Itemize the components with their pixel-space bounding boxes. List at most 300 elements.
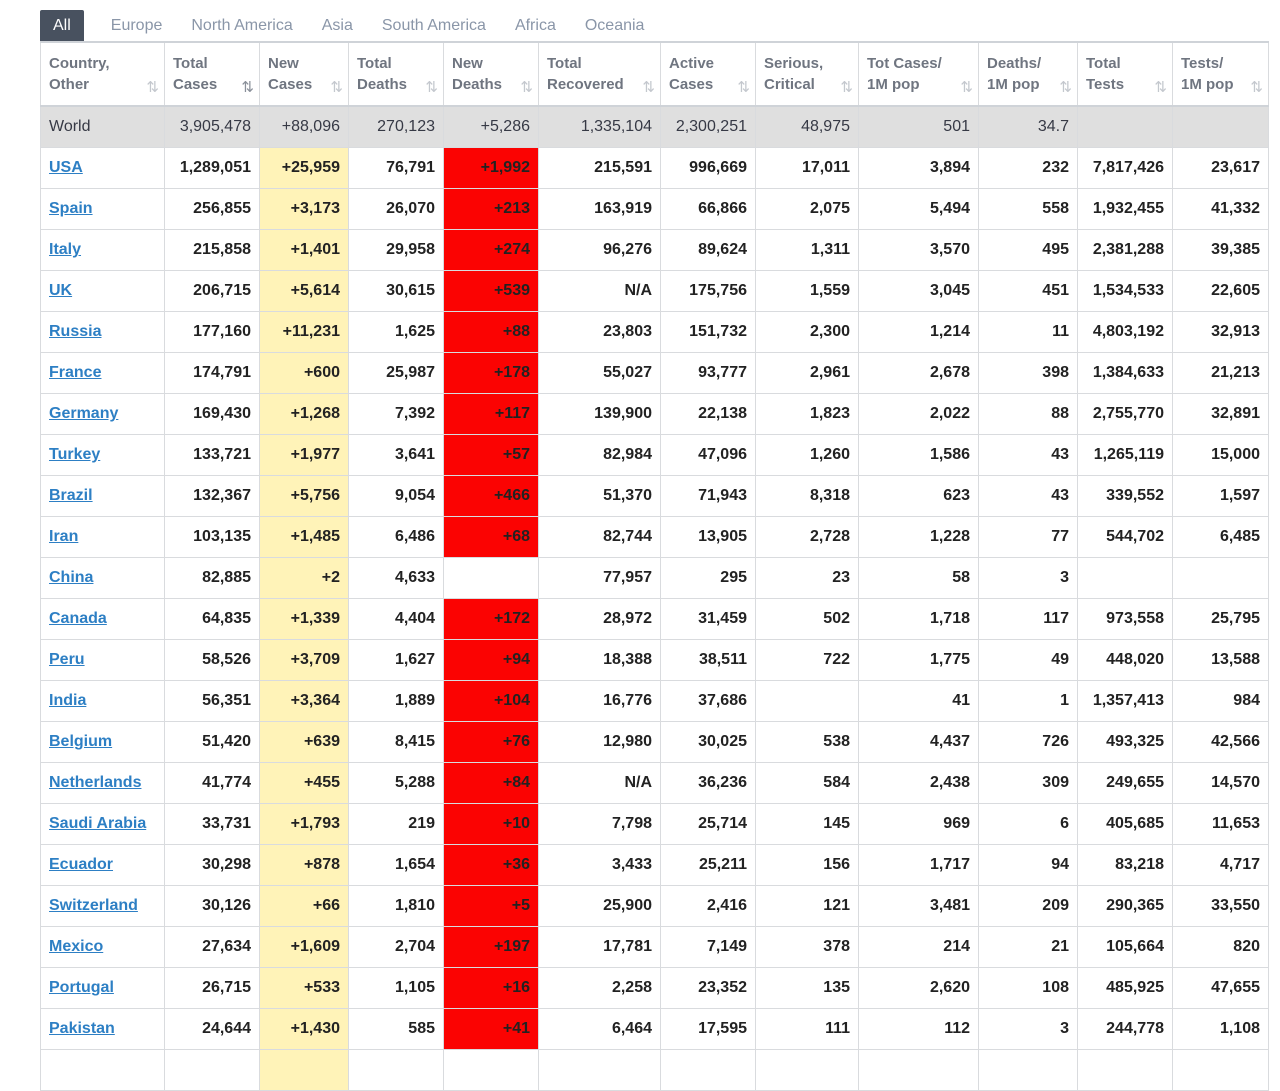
header-line1: Total bbox=[547, 55, 582, 72]
region-tabs bbox=[40, 10, 661, 42]
cell-total-recovered: 23,803 bbox=[539, 312, 661, 353]
sort-icon[interactable]: ⇅ bbox=[146, 79, 156, 96]
cell-tests-per-1m: 4,717 bbox=[1173, 845, 1269, 886]
cell-tests-per-1m: 6,485 bbox=[1173, 517, 1269, 558]
table-row bbox=[41, 189, 1269, 230]
tab-asia[interactable]: Asia bbox=[321, 17, 353, 34]
cell-active-cases: 47,096 bbox=[661, 435, 756, 476]
cell-deaths-per-1m: 3 bbox=[979, 1009, 1078, 1050]
cell-total-recovered: 28,972 bbox=[539, 599, 661, 640]
cell-total-cases: 1,289,051 bbox=[165, 148, 260, 189]
cell-tot-cases-per-1m: 623 bbox=[859, 476, 979, 517]
cell-total-recovered: 2,258 bbox=[539, 968, 661, 1009]
cell-serious-critical: 1,311 bbox=[756, 230, 859, 271]
cell-total-tests: 249,655 bbox=[1078, 763, 1173, 804]
country-link[interactable]: Netherlands bbox=[49, 774, 142, 791]
cell-serious-critical: 111 bbox=[756, 1009, 859, 1050]
cell-new-cases: +878 bbox=[260, 845, 349, 886]
tab-all[interactable]: All bbox=[40, 10, 84, 42]
cell-total-cases: 132,367 bbox=[165, 476, 260, 517]
table-row bbox=[41, 722, 1269, 763]
cell-total-cases: 24,644 bbox=[165, 1009, 260, 1050]
cell-active-cases: 71,943 bbox=[661, 476, 756, 517]
cell-total-deaths: 76,791 bbox=[349, 148, 444, 189]
country-link[interactable]: Mexico bbox=[49, 938, 104, 955]
cell-deaths-per-1m: 558 bbox=[979, 189, 1078, 230]
header-new-deaths[interactable] bbox=[444, 42, 539, 106]
cell-total-recovered: N/A bbox=[539, 763, 661, 804]
cell-country: World bbox=[41, 106, 165, 148]
sort-icon[interactable]: ⇅ bbox=[425, 79, 435, 96]
cell-new-cases: +533 bbox=[260, 968, 349, 1009]
cell-tests-per-1m bbox=[1173, 558, 1269, 599]
cell-total-cases: 174,791 bbox=[165, 353, 260, 394]
cell-country bbox=[41, 148, 165, 189]
cell-total-deaths: 219 bbox=[349, 804, 444, 845]
cell-total-deaths: 3,641 bbox=[349, 435, 444, 476]
cell-total-deaths: 270,123 bbox=[349, 106, 444, 148]
tab-africa[interactable]: Africa bbox=[514, 17, 556, 34]
cell-total-cases: 3,905,478 bbox=[165, 106, 260, 148]
cell-country bbox=[41, 968, 165, 1009]
cell-new-deaths: +1,992 bbox=[444, 148, 539, 189]
cell-serious-critical: 538 bbox=[756, 722, 859, 763]
cell-deaths-per-1m: 232 bbox=[979, 148, 1078, 189]
cell-new-cases: +11,231 bbox=[260, 312, 349, 353]
cell-total-tests: 105,664 bbox=[1078, 927, 1173, 968]
header-tests-per-1m[interactable] bbox=[1173, 42, 1269, 106]
cell-serious-critical: 135 bbox=[756, 968, 859, 1009]
cell-tests-per-1m: 15,000 bbox=[1173, 435, 1269, 476]
header-total-recovered[interactable] bbox=[539, 42, 661, 106]
cell-new-cases: +1,268 bbox=[260, 394, 349, 435]
cell-tot-cases-per-1m: 3,894 bbox=[859, 148, 979, 189]
cell-new-cases: +1,339 bbox=[260, 599, 349, 640]
cell-deaths-per-1m: 88 bbox=[979, 394, 1078, 435]
cell-total-recovered: 139,900 bbox=[539, 394, 661, 435]
table-row bbox=[41, 599, 1269, 640]
table-row bbox=[41, 435, 1269, 476]
cell-serious-critical: 1,260 bbox=[756, 435, 859, 476]
cell-country bbox=[41, 230, 165, 271]
cell-new-cases: +3,364 bbox=[260, 681, 349, 722]
cell-tests-per-1m: 820 bbox=[1173, 927, 1269, 968]
table-row bbox=[41, 476, 1269, 517]
cell-country bbox=[41, 722, 165, 763]
cell-serious-critical: 23 bbox=[756, 558, 859, 599]
cell-serious-critical: 378 bbox=[756, 927, 859, 968]
country-link[interactable]: Brazil bbox=[49, 487, 93, 504]
cell-country bbox=[41, 804, 165, 845]
cell-total-deaths: 9,054 bbox=[349, 476, 444, 517]
cell-total-tests bbox=[1078, 106, 1173, 148]
country-link[interactable]: Iran bbox=[49, 528, 79, 545]
cell-total-recovered: 96,276 bbox=[539, 230, 661, 271]
cell-total-deaths: 6,486 bbox=[349, 517, 444, 558]
cell-total-deaths: 1,105 bbox=[349, 968, 444, 1009]
cell-country bbox=[41, 599, 165, 640]
cell-active-cases bbox=[661, 1050, 756, 1091]
table-row bbox=[41, 1009, 1269, 1050]
cell-deaths-per-1m: 209 bbox=[979, 886, 1078, 927]
cell-total-cases: 26,715 bbox=[165, 968, 260, 1009]
country-link[interactable]: Portugal bbox=[49, 979, 114, 996]
world-row bbox=[41, 106, 1269, 148]
header-total-tests[interactable] bbox=[1078, 42, 1173, 106]
cell-total-recovered: 1,335,104 bbox=[539, 106, 661, 148]
cell-tot-cases-per-1m: 969 bbox=[859, 804, 979, 845]
tab-oceania[interactable]: Oceania bbox=[584, 17, 645, 34]
cell-deaths-per-1m: 1 bbox=[979, 681, 1078, 722]
cell-tot-cases-per-1m: 1,228 bbox=[859, 517, 979, 558]
cell-total-deaths bbox=[349, 1050, 444, 1091]
header-line1: New bbox=[268, 55, 299, 72]
cell-total-recovered bbox=[539, 1050, 661, 1091]
cell-total-recovered: 18,388 bbox=[539, 640, 661, 681]
tab-north-america[interactable]: North America bbox=[191, 17, 293, 34]
cell-new-cases: +1,793 bbox=[260, 804, 349, 845]
cell-total-deaths: 26,070 bbox=[349, 189, 444, 230]
cell-tot-cases-per-1m: 2,022 bbox=[859, 394, 979, 435]
table-row bbox=[41, 148, 1269, 189]
header-line1: Country, bbox=[49, 55, 110, 72]
cell-tot-cases-per-1m: 1,717 bbox=[859, 845, 979, 886]
country-link[interactable]: UK bbox=[49, 282, 73, 299]
cell-new-cases: +1,977 bbox=[260, 435, 349, 476]
cell-total-deaths: 1,889 bbox=[349, 681, 444, 722]
sort-icon[interactable]: ⇅ bbox=[960, 79, 970, 96]
cell-total-recovered: 55,027 bbox=[539, 353, 661, 394]
cell-new-cases: +639 bbox=[260, 722, 349, 763]
cell-total-recovered: 6,464 bbox=[539, 1009, 661, 1050]
country-link[interactable]: Germany bbox=[49, 405, 119, 422]
cell-serious-critical: 17,011 bbox=[756, 148, 859, 189]
cell-serious-critical: 722 bbox=[756, 640, 859, 681]
table-row bbox=[41, 271, 1269, 312]
cell-tot-cases-per-1m bbox=[859, 1050, 979, 1091]
cell-total-tests: 973,558 bbox=[1078, 599, 1173, 640]
header-active-cases[interactable] bbox=[661, 42, 756, 106]
country-link[interactable]: Pakistan bbox=[49, 1020, 115, 1037]
cell-active-cases: 36,236 bbox=[661, 763, 756, 804]
header-new-cases[interactable] bbox=[260, 42, 349, 106]
cell-total-recovered: 3,433 bbox=[539, 845, 661, 886]
cell-total-deaths: 4,633 bbox=[349, 558, 444, 599]
cell-new-deaths: +274 bbox=[444, 230, 539, 271]
cell-total-deaths: 8,415 bbox=[349, 722, 444, 763]
cell-active-cases: 295 bbox=[661, 558, 756, 599]
cell-serious-critical bbox=[756, 1050, 859, 1091]
sort-icon[interactable]: ⇅ bbox=[642, 79, 652, 96]
cell-total-tests: 2,381,288 bbox=[1078, 230, 1173, 271]
cell-total-cases: 30,298 bbox=[165, 845, 260, 886]
sort-icon[interactable]: ⇅ bbox=[1250, 79, 1260, 96]
cell-serious-critical: 2,961 bbox=[756, 353, 859, 394]
cell-total-deaths: 1,625 bbox=[349, 312, 444, 353]
cell-active-cases: 13,905 bbox=[661, 517, 756, 558]
cell-tests-per-1m: 1,597 bbox=[1173, 476, 1269, 517]
cell-active-cases: 2,300,251 bbox=[661, 106, 756, 148]
cell-new-cases: +455 bbox=[260, 763, 349, 804]
cell-new-cases: +3,709 bbox=[260, 640, 349, 681]
cell-new-deaths: +88 bbox=[444, 312, 539, 353]
cell-new-deaths: +466 bbox=[444, 476, 539, 517]
cell-total-tests bbox=[1078, 558, 1173, 599]
table-row bbox=[41, 517, 1269, 558]
cell-country bbox=[41, 640, 165, 681]
cell-total-cases: 27,634 bbox=[165, 927, 260, 968]
sort-icon[interactable]: ⇅ bbox=[840, 79, 850, 96]
country-link[interactable]: Canada bbox=[49, 610, 107, 627]
cell-new-cases: +3,173 bbox=[260, 189, 349, 230]
sort-icon[interactable]: ⇅ bbox=[1154, 79, 1164, 96]
cell-tot-cases-per-1m: 1,586 bbox=[859, 435, 979, 476]
cell-tests-per-1m: 39,385 bbox=[1173, 230, 1269, 271]
header-line1: Tot Cases/ bbox=[867, 55, 942, 72]
tab-europe[interactable]: Europe bbox=[110, 17, 163, 34]
cell-new-deaths: +41 bbox=[444, 1009, 539, 1050]
cell-total-recovered: 12,980 bbox=[539, 722, 661, 763]
cell-active-cases: 7,149 bbox=[661, 927, 756, 968]
cell-total-cases: 256,855 bbox=[165, 189, 260, 230]
tab-south-america[interactable]: South America bbox=[381, 17, 486, 34]
cell-new-cases: +5,756 bbox=[260, 476, 349, 517]
cell-tests-per-1m: 21,213 bbox=[1173, 353, 1269, 394]
cell-total-recovered: 215,591 bbox=[539, 148, 661, 189]
cell-country bbox=[41, 189, 165, 230]
cell-new-deaths bbox=[444, 1050, 539, 1091]
cell-total-deaths: 25,987 bbox=[349, 353, 444, 394]
cell-serious-critical: 121 bbox=[756, 886, 859, 927]
cell-active-cases: 31,459 bbox=[661, 599, 756, 640]
cell-country bbox=[41, 845, 165, 886]
table-row bbox=[41, 1050, 1269, 1091]
country-link[interactable]: Italy bbox=[49, 241, 82, 258]
header-tot-cases-per-1m[interactable] bbox=[859, 42, 979, 106]
cell-new-deaths: +16 bbox=[444, 968, 539, 1009]
cell-total-tests: 83,218 bbox=[1078, 845, 1173, 886]
cell-total-tests: 244,778 bbox=[1078, 1009, 1173, 1050]
cell-total-tests: 1,932,455 bbox=[1078, 189, 1173, 230]
header-serious-critical[interactable] bbox=[756, 42, 859, 106]
cell-total-cases: 169,430 bbox=[165, 394, 260, 435]
cell-active-cases: 93,777 bbox=[661, 353, 756, 394]
cell-total-tests: 339,552 bbox=[1078, 476, 1173, 517]
cell-deaths-per-1m: 117 bbox=[979, 599, 1078, 640]
sort-icon[interactable]: ⇅ bbox=[737, 79, 747, 96]
cell-total-tests: 544,702 bbox=[1078, 517, 1173, 558]
cell-active-cases: 2,416 bbox=[661, 886, 756, 927]
cell-total-cases: 33,731 bbox=[165, 804, 260, 845]
cell-new-cases: +25,959 bbox=[260, 148, 349, 189]
cell-total-tests: 1,357,413 bbox=[1078, 681, 1173, 722]
table-row bbox=[41, 927, 1269, 968]
cell-serious-critical: 2,300 bbox=[756, 312, 859, 353]
cell-total-tests: 2,755,770 bbox=[1078, 394, 1173, 435]
cell-total-recovered: N/A bbox=[539, 271, 661, 312]
cell-deaths-per-1m: 6 bbox=[979, 804, 1078, 845]
sort-icon[interactable]: ⇅ bbox=[241, 79, 251, 96]
table-header bbox=[41, 42, 1269, 106]
cell-new-deaths: +5 bbox=[444, 886, 539, 927]
cell-active-cases: 175,756 bbox=[661, 271, 756, 312]
header-line1: Serious, bbox=[764, 55, 824, 72]
header-deaths-per-1m[interactable] bbox=[979, 42, 1078, 106]
cell-serious-critical: 145 bbox=[756, 804, 859, 845]
cell-total-cases: 206,715 bbox=[165, 271, 260, 312]
sort-icon[interactable]: ⇅ bbox=[330, 79, 340, 96]
cell-country bbox=[41, 517, 165, 558]
covid-stats-table bbox=[40, 41, 1269, 1091]
table-row bbox=[41, 804, 1269, 845]
table-row bbox=[41, 230, 1269, 271]
cell-tests-per-1m bbox=[1173, 1050, 1269, 1091]
cell-total-cases bbox=[165, 1050, 260, 1091]
cell-deaths-per-1m: 94 bbox=[979, 845, 1078, 886]
cell-total-tests: 1,265,119 bbox=[1078, 435, 1173, 476]
country-link[interactable]: USA bbox=[49, 159, 83, 176]
cell-new-deaths: +84 bbox=[444, 763, 539, 804]
sort-icon[interactable]: ⇅ bbox=[520, 79, 530, 96]
cell-deaths-per-1m: 77 bbox=[979, 517, 1078, 558]
cell-total-deaths: 1,810 bbox=[349, 886, 444, 927]
cell-total-deaths: 1,627 bbox=[349, 640, 444, 681]
cell-serious-critical: 156 bbox=[756, 845, 859, 886]
cell-active-cases: 996,669 bbox=[661, 148, 756, 189]
cell-total-recovered: 25,900 bbox=[539, 886, 661, 927]
cell-new-deaths: +213 bbox=[444, 189, 539, 230]
cell-total-cases: 133,721 bbox=[165, 435, 260, 476]
cell-new-cases: +5,614 bbox=[260, 271, 349, 312]
cell-new-cases bbox=[260, 1050, 349, 1091]
country-link[interactable]: India bbox=[49, 692, 87, 709]
header-line1: Tests/ bbox=[1181, 55, 1224, 72]
cell-total-cases: 51,420 bbox=[165, 722, 260, 763]
country-link[interactable]: Switzerland bbox=[49, 897, 138, 914]
cell-tests-per-1m: 13,588 bbox=[1173, 640, 1269, 681]
cell-total-tests: 448,020 bbox=[1078, 640, 1173, 681]
cell-total-cases: 41,774 bbox=[165, 763, 260, 804]
table-row bbox=[41, 968, 1269, 1009]
cell-active-cases: 66,866 bbox=[661, 189, 756, 230]
cell-deaths-per-1m: 43 bbox=[979, 435, 1078, 476]
header-line2: Deaths bbox=[357, 76, 408, 93]
header-line2: Deaths bbox=[452, 76, 503, 93]
cell-serious-critical: 584 bbox=[756, 763, 859, 804]
cell-new-cases: +1,485 bbox=[260, 517, 349, 558]
country-link[interactable]: Saudi Arabia bbox=[49, 815, 147, 832]
sort-icon[interactable]: ⇅ bbox=[1059, 79, 1069, 96]
cell-new-deaths: +68 bbox=[444, 517, 539, 558]
cell-tests-per-1m: 41,332 bbox=[1173, 189, 1269, 230]
cell-active-cases: 30,025 bbox=[661, 722, 756, 763]
cell-serious-critical: 502 bbox=[756, 599, 859, 640]
cell-deaths-per-1m: 11 bbox=[979, 312, 1078, 353]
cell-tot-cases-per-1m: 112 bbox=[859, 1009, 979, 1050]
cell-new-cases: +600 bbox=[260, 353, 349, 394]
header-line2: 1M pop bbox=[867, 76, 920, 93]
cell-deaths-per-1m: 309 bbox=[979, 763, 1078, 804]
cell-country bbox=[41, 394, 165, 435]
header-line1: Active bbox=[669, 55, 715, 72]
country-link[interactable]: Turkey bbox=[49, 446, 101, 463]
cell-total-cases: 64,835 bbox=[165, 599, 260, 640]
cell-tests-per-1m: 1,108 bbox=[1173, 1009, 1269, 1050]
country-link[interactable]: France bbox=[49, 364, 102, 381]
header-line2: Cases bbox=[268, 76, 313, 93]
cell-country bbox=[41, 435, 165, 476]
cell-deaths-per-1m: 3 bbox=[979, 558, 1078, 599]
country-link[interactable]: China bbox=[49, 569, 94, 586]
cell-new-cases: +2 bbox=[260, 558, 349, 599]
cell-total-deaths: 5,288 bbox=[349, 763, 444, 804]
cell-tot-cases-per-1m: 1,214 bbox=[859, 312, 979, 353]
cell-new-cases: +1,430 bbox=[260, 1009, 349, 1050]
table-row bbox=[41, 681, 1269, 722]
country-link[interactable]: Belgium bbox=[49, 733, 113, 750]
cell-tests-per-1m: 32,913 bbox=[1173, 312, 1269, 353]
header-total-deaths[interactable] bbox=[349, 42, 444, 106]
cell-country bbox=[41, 927, 165, 968]
cell-country bbox=[41, 271, 165, 312]
cell-deaths-per-1m: 451 bbox=[979, 271, 1078, 312]
cell-tests-per-1m: 11,653 bbox=[1173, 804, 1269, 845]
country-link[interactable]: Spain bbox=[49, 200, 93, 217]
cell-tot-cases-per-1m: 5,494 bbox=[859, 189, 979, 230]
cell-tot-cases-per-1m: 1,775 bbox=[859, 640, 979, 681]
table-row bbox=[41, 640, 1269, 681]
table-row bbox=[41, 763, 1269, 804]
cell-total-deaths: 1,654 bbox=[349, 845, 444, 886]
cell-tests-per-1m: 23,617 bbox=[1173, 148, 1269, 189]
cell-tests-per-1m: 22,605 bbox=[1173, 271, 1269, 312]
cell-tot-cases-per-1m: 4,437 bbox=[859, 722, 979, 763]
cell-new-deaths bbox=[444, 558, 539, 599]
cell-new-deaths: +57 bbox=[444, 435, 539, 476]
header-total-cases[interactable] bbox=[165, 42, 260, 106]
header-line2: Cases bbox=[173, 76, 218, 93]
header-line2: Cases bbox=[669, 76, 714, 93]
cell-tot-cases-per-1m: 2,438 bbox=[859, 763, 979, 804]
cell-total-deaths: 585 bbox=[349, 1009, 444, 1050]
cell-total-recovered: 82,984 bbox=[539, 435, 661, 476]
cell-total-cases: 103,135 bbox=[165, 517, 260, 558]
country-link[interactable]: Peru bbox=[49, 651, 85, 668]
cell-total-cases: 56,351 bbox=[165, 681, 260, 722]
cell-deaths-per-1m: 43 bbox=[979, 476, 1078, 517]
cell-deaths-per-1m: 398 bbox=[979, 353, 1078, 394]
cell-total-recovered: 51,370 bbox=[539, 476, 661, 517]
header-line1: Total bbox=[1086, 55, 1121, 72]
cell-country bbox=[41, 558, 165, 599]
cell-tot-cases-per-1m: 2,678 bbox=[859, 353, 979, 394]
cell-tot-cases-per-1m: 41 bbox=[859, 681, 979, 722]
cell-tests-per-1m: 47,655 bbox=[1173, 968, 1269, 1009]
cell-tot-cases-per-1m: 3,045 bbox=[859, 271, 979, 312]
cell-country bbox=[41, 312, 165, 353]
cell-deaths-per-1m: 21 bbox=[979, 927, 1078, 968]
country-link[interactable]: Ecuador bbox=[49, 856, 114, 873]
country-link[interactable]: Russia bbox=[49, 323, 102, 340]
cell-tests-per-1m: 25,795 bbox=[1173, 599, 1269, 640]
cell-total-recovered: 7,798 bbox=[539, 804, 661, 845]
cell-new-deaths: +539 bbox=[444, 271, 539, 312]
cell-new-deaths: +178 bbox=[444, 353, 539, 394]
header-country[interactable] bbox=[41, 42, 165, 106]
cell-new-deaths: +104 bbox=[444, 681, 539, 722]
cell-tot-cases-per-1m: 3,481 bbox=[859, 886, 979, 927]
cell-total-tests: 1,534,533 bbox=[1078, 271, 1173, 312]
